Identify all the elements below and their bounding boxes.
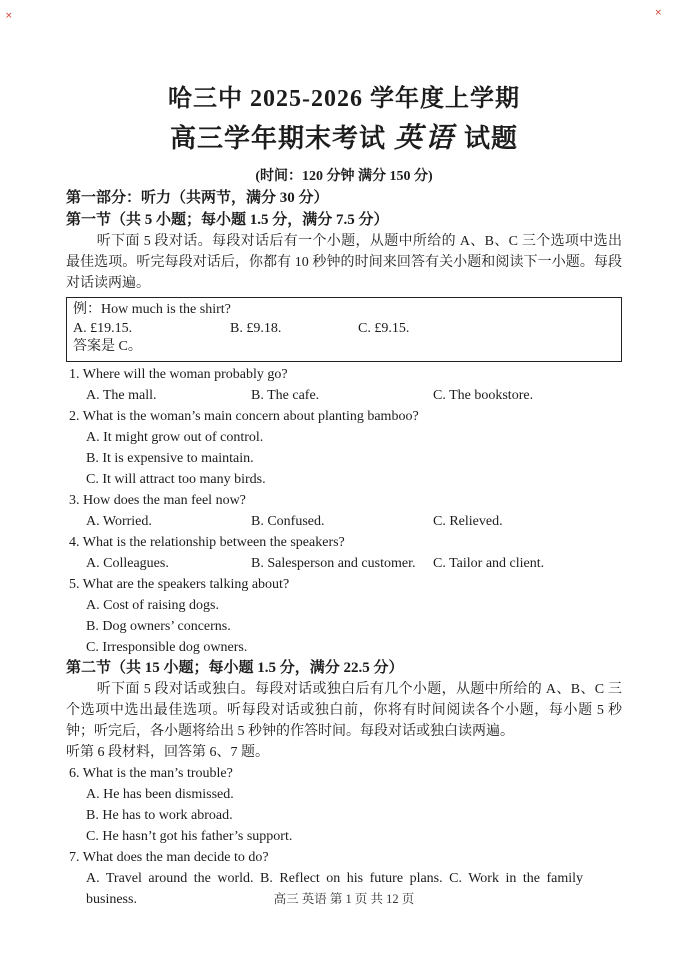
question-1-stem: 1. Where will the woman probably go? bbox=[69, 366, 288, 382]
section1-questions bbox=[66, 364, 622, 658]
question-1-option-b: B. The cafe. bbox=[251, 387, 320, 403]
exam-title-line2 bbox=[66, 122, 622, 156]
question-2-stem: 2. What is the woman’s main concern about planting bamboo? bbox=[69, 408, 419, 424]
question-4-stem: 4. What is the relationship between the speakers? bbox=[69, 534, 345, 550]
example-option-a: A. £19.15. bbox=[73, 320, 133, 336]
question-7-options: A. Travel around the world. B. Reflect on his future plans. C. Work in the family business. bbox=[86, 870, 583, 907]
example-option-b: B. £9.18. bbox=[230, 320, 282, 336]
example-prompt: 例：How much is the shirt? bbox=[73, 302, 231, 317]
section2-instructions: 听下面 5 段对话或独白。每段对话或独白后有几个小题，从题中所给的 A、B、C 三个选项中选出最佳选项。听每段对话或独白前，你将有时间阅读各个小题，每小题 5 秒钟；听完后，各小题将给出 5 秒钟的作答时间。每段对话或独白读两遍。 bbox=[66, 681, 622, 739]
red-mark-top-left-icon: × bbox=[5, 11, 13, 21]
section1-instructions: 听下面 5 段对话。每段对话后有一个小题，从题中所给的 A、B、C 三个选项中选出最佳选项。听完每段对话后，你都有 10 秒钟的时间来回答有关小题和阅读下一小题。每段对话读两遍。 bbox=[66, 234, 622, 291]
exam-time-score-note: (时间：120 分钟 满分 150 分) bbox=[255, 169, 433, 184]
example-box bbox=[66, 297, 622, 362]
question-7-stem: 7. What does the man decide to do? bbox=[69, 849, 269, 865]
section2-heading: 第二节（共 15 小题；每小题 1.5 分，满分 22.5 分） bbox=[66, 659, 404, 676]
question-4-option-a: A. Colleagues. bbox=[86, 555, 169, 571]
exam-subject-name: 英语 bbox=[393, 123, 456, 154]
question-1 bbox=[66, 364, 622, 406]
part1-heading: 第一部分：听力（共两节，满分 30 分） bbox=[66, 190, 329, 206]
exam-title-line2-suffix: 试题 bbox=[464, 124, 519, 153]
exam-title-line1: 哈三中 2025-2026 学年度上学期 bbox=[168, 86, 520, 112]
question-6-stem: 6. What is the man’s trouble? bbox=[69, 765, 233, 781]
section2-questions bbox=[66, 763, 622, 910]
question-5-option-a: A. Cost of raising dogs. bbox=[86, 597, 219, 613]
question-1-option-a: A. The mall. bbox=[86, 387, 157, 403]
question-2 bbox=[66, 406, 622, 490]
question-6 bbox=[66, 763, 622, 847]
question-6-option-c: C. He hasn’t got his father’s support. bbox=[86, 828, 293, 844]
question-5-option-b: B. Dog owners’ concerns. bbox=[86, 618, 231, 634]
red-mark-top-right-icon: × bbox=[654, 8, 662, 18]
question-3-stem: 3. How does the man feel now? bbox=[69, 492, 246, 508]
question-2-option-c: C. It will attract too many birds. bbox=[86, 471, 266, 487]
question-3-option-b: B. Confused. bbox=[251, 513, 325, 529]
example-answer: 答案是 C。 bbox=[73, 339, 142, 354]
question-5 bbox=[66, 574, 622, 658]
question-3 bbox=[66, 490, 622, 532]
question-3-option-a: A. Worried. bbox=[86, 513, 152, 529]
exam-title-line2-prefix: 高三学年期末考试 bbox=[169, 124, 386, 153]
question-2-option-a: A. It might grow out of control. bbox=[86, 429, 264, 445]
example-options bbox=[73, 320, 615, 339]
question-5-option-c: C. Irresponsible dog owners. bbox=[86, 639, 248, 655]
question-4-options bbox=[86, 553, 622, 574]
question-2-option-b: B. It is expensive to maintain. bbox=[86, 450, 254, 466]
question-1-option-c: C. The bookstore. bbox=[433, 387, 534, 403]
question-6-option-a: A. He has been dismissed. bbox=[86, 786, 234, 802]
question-4-option-c: C. Tailor and client. bbox=[433, 555, 545, 571]
question-5-stem: 5. What are the speakers talking about? bbox=[69, 576, 290, 592]
example-option-c: C. £9.15. bbox=[358, 320, 410, 336]
page-footer: 高三 英语 第 1 页 共 12 页 bbox=[273, 892, 415, 906]
question-4 bbox=[66, 532, 622, 574]
section1-heading: 第一节（共 5 小题；每小题 1.5 分，满分 7.5 分） bbox=[66, 212, 389, 228]
question-4-option-b: B. Salesperson and customer. bbox=[251, 555, 416, 571]
material-note-dialog6: 听第 6 段材料，回答第 6、7 题。 bbox=[66, 744, 269, 760]
question-6-option-b: B. He has to work abroad. bbox=[86, 807, 233, 823]
question-3-options bbox=[86, 511, 622, 532]
exam-content bbox=[66, 84, 622, 910]
question-1-options bbox=[86, 385, 622, 406]
question-3-option-c: C. Relieved. bbox=[433, 513, 503, 529]
